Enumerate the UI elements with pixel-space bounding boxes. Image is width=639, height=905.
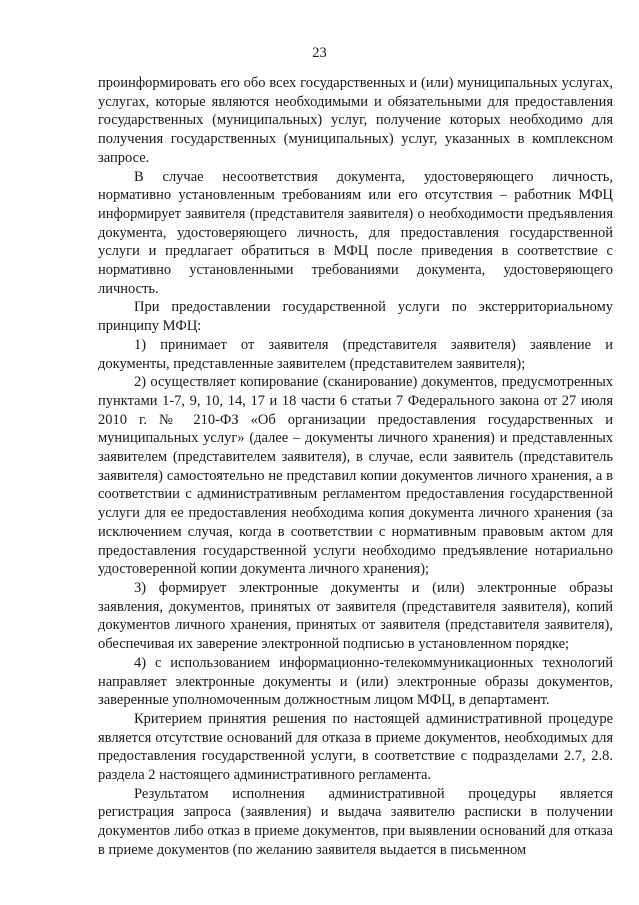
list-item-4: 4) с использованием информационно-телекоммуникационных технологий направляет электронные документы и (или) электронные образы документов, заверенные уполномоченным должностным лицом МФЦ, в департамент.: [98, 654, 613, 709]
page-body: [98, 74, 613, 860]
paragraph-decision-criterion: Критерием принятия решения по настоящей административной процедуре является отсутствие оснований для отказа в приеме документов, необходимых для предоставления государственной услуги, в соответствие с подразделами 2.7, 2.8. раздела 2 настоящего административного регламента.: [98, 710, 613, 784]
paragraph-continuation: проинформировать его обо всех государственных и (или) муниципальных услугах, услугах, которые являются необходимыми и обязательными для предоставления государственных (муниципальных) услуг, получение которых необходимо для получения государственных (муниципальных) услуг, указанных в комплексном запросе.: [98, 75, 613, 166]
list-item-3: 3) формирует электронные документы и (или) электронные образы заявления, документов, принятых от заявителя (представителя заявителя), копий документов личного хранения, принятых от заявителя (представителя заявителя), обеспечивая их заверение электронной подписью в установленном порядке;: [98, 579, 613, 653]
list-item-1: 1) принимает от заявителя (представителя заявителя) заявление и документы, представленные заявителем (представителем заявителя);: [98, 336, 613, 372]
paragraph-identity-document: В случае несоответствия документа, удостоверяющего личность, нормативно установленным требованиям или его отсутствия – работник МФЦ информирует заявителя (представителя заявителя) о необходимости предъявления документа, удостоверяющего личность, для предоставления государственной услуги и предлагает обратиться в МФЦ после приведения в соответствие с нормативно установленными требованиями документа, удостоверяющего личность.: [98, 168, 613, 297]
list-item-2: 2) осуществляет копирование (сканирование) документов, предусмотренных пунктами 1-7, 9, 10, 14, 17 и 18 части 6 статьи 7 Федерального закона от 27 июля 2010 г. № 210-ФЗ «Об организации предоставления государственных и муниципальных услуг» (далее – документы личного хранения) и представленных заявителем (представителем заявителя), в случае, если заявитель (представитель заявителя) самостоятельно не представил копии документов личного хранения, а в соответствии с административным регламентом предоставления государственной услуги для ее предоставления необходима копия документа личного хранения (за исключением случая, когда в соответствии с нормативным правовым актом для предоставления государственной услуги необходимо предъявление нотариально удостоверенной копии документа личного хранения);: [98, 374, 613, 578]
page-number: 23: [312, 45, 327, 61]
paragraph-result: Результатом исполнения административной процедуры является регистрация запроса (заявления) и выдача заявителю расписки в получении документов либо отказ в приеме документов, при выявлении оснований для отказа в приеме документов (по желанию заявителя выдается в письменном: [98, 785, 613, 858]
paragraph-extraterritorial-intro: При предоставлении государственной услуги по экстерриториальному принципу МФЦ:: [98, 299, 613, 335]
